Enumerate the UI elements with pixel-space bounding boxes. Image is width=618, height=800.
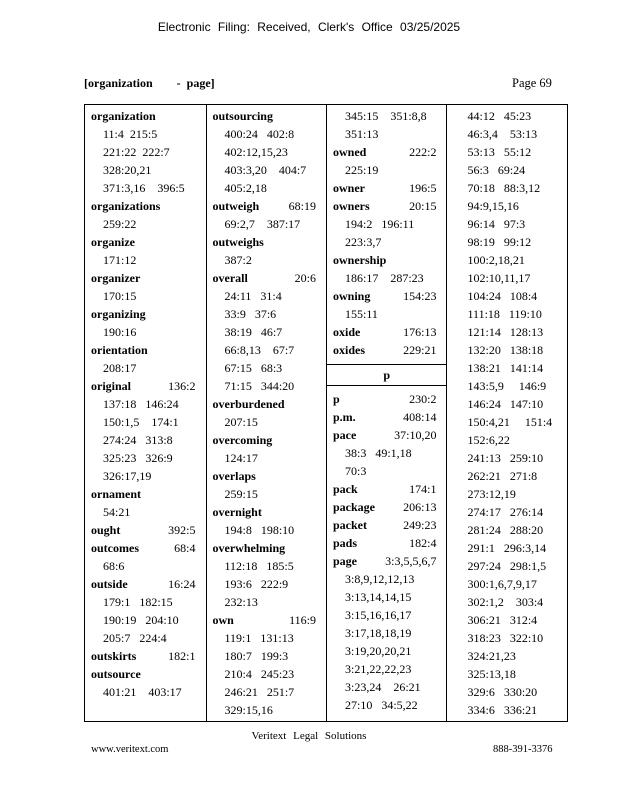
page-line-reference: 241:13 259:10 bbox=[467, 451, 544, 465]
page-line-reference: 119:1 131:13 bbox=[224, 631, 294, 645]
page-line-reference: 94:9,15,16 bbox=[467, 199, 519, 213]
term-word: oxide bbox=[333, 325, 361, 339]
term-word: packet bbox=[333, 518, 367, 532]
page-line-reference: 155:11 bbox=[345, 307, 378, 321]
index-term bbox=[91, 377, 206, 395]
page-line-reference: 179:1 182:15 bbox=[103, 595, 173, 609]
page-line-reference: 3:17,18,18,19 bbox=[345, 626, 412, 640]
page-line-reference: 194:8 198:10 bbox=[224, 523, 295, 537]
page-line-reference: 3:15,16,16,17 bbox=[345, 608, 412, 622]
term-word: organization bbox=[91, 109, 156, 123]
term-word: package bbox=[333, 500, 375, 514]
term-word: pace bbox=[333, 428, 357, 442]
index-term bbox=[333, 197, 446, 215]
page-line-reference: 259:15 bbox=[224, 487, 258, 501]
page-line-reference: 325:23 326:9 bbox=[103, 451, 173, 465]
page-line-reference: 318:23 322:10 bbox=[467, 631, 544, 645]
page-line-reference: 402:12,15,23 bbox=[224, 145, 288, 159]
index-term bbox=[333, 390, 446, 408]
term-word: ought bbox=[91, 523, 121, 537]
term-word: outsourcing bbox=[212, 109, 273, 123]
term-reference: 68:19 bbox=[288, 199, 316, 213]
page-line-reference: 33:9 37:6 bbox=[224, 307, 277, 321]
term-reference: 20:15 bbox=[409, 199, 437, 213]
term-word: oxides bbox=[333, 343, 366, 357]
page-line-reference: 121:14 128:13 bbox=[467, 325, 544, 339]
term-word: owning bbox=[333, 289, 371, 303]
term-word: outskirts bbox=[91, 649, 137, 663]
page-line-reference: 334:6 336:21 bbox=[467, 703, 538, 717]
page-line-reference: 225:19 bbox=[345, 163, 379, 177]
term-reference: 182:1 bbox=[168, 649, 196, 663]
page-line-reference: 210:4 245:23 bbox=[224, 667, 295, 681]
term-reference: 196:5 bbox=[409, 181, 437, 195]
term-word: p.m. bbox=[333, 410, 356, 424]
term-word: owners bbox=[333, 199, 370, 213]
index-term bbox=[91, 575, 206, 593]
index-term bbox=[213, 197, 327, 215]
page-line-reference: 143:5,9 146:9 bbox=[467, 379, 547, 393]
index-term bbox=[91, 197, 206, 215]
page-line-reference: 150:4,21 151:4 bbox=[467, 415, 553, 429]
page-line-reference: 112:18 185:5 bbox=[224, 559, 294, 573]
index-column-3 bbox=[326, 105, 446, 721]
page-line-reference: 193:6 222:9 bbox=[224, 577, 289, 591]
page-line-reference: 273:12,19 bbox=[467, 487, 516, 501]
index-term bbox=[333, 552, 446, 570]
page-line-reference: 190:19 204:10 bbox=[103, 613, 179, 627]
page-line-reference: 262:21 271:8 bbox=[467, 469, 538, 483]
page-line-reference: 401:21 403:17 bbox=[103, 685, 182, 699]
page-line-reference: 44:12 45:23 bbox=[467, 109, 532, 123]
index-term bbox=[213, 503, 327, 521]
page-line-reference: 3:13,14,14,15 bbox=[345, 590, 412, 604]
page-line-reference: 71:15 344:20 bbox=[224, 379, 295, 393]
page-line-reference: 400:24 402:8 bbox=[224, 127, 295, 141]
term-word: overlaps bbox=[212, 469, 256, 483]
term-word: overnight bbox=[212, 505, 262, 519]
page-line-reference: 69:2,7 387:17 bbox=[224, 217, 301, 231]
page-line-reference: 70:18 88:3,12 bbox=[467, 181, 541, 195]
page-line-reference: 11:4 215:5 bbox=[103, 127, 158, 141]
index-column-4 bbox=[446, 105, 567, 721]
page-line-reference: 221:22 222:7 bbox=[103, 145, 170, 159]
term-word: outweighs bbox=[212, 235, 264, 249]
page-line-reference: 68:6 bbox=[103, 559, 125, 573]
page-line-reference: 291:1 296:3,14 bbox=[467, 541, 547, 555]
index-term bbox=[333, 179, 446, 197]
page-line-reference: 46:3,4 53:13 bbox=[467, 127, 538, 141]
term-word: organize bbox=[91, 235, 135, 249]
index-column-1 bbox=[85, 105, 206, 721]
page-line-reference: 56:3 69:24 bbox=[467, 163, 526, 177]
section-letter-header: p bbox=[327, 364, 446, 386]
term-reference: 37:10,20 bbox=[394, 428, 437, 442]
term-reference: 206:13 bbox=[403, 500, 437, 514]
page-line-reference: 180:7 199:3 bbox=[224, 649, 289, 663]
index-term bbox=[91, 269, 206, 287]
term-reference: 176:13 bbox=[403, 325, 437, 339]
term-word: outside bbox=[91, 577, 128, 591]
page-line-reference: 152:6,22 bbox=[467, 433, 510, 447]
page-line-reference: 66:8,13 67:7 bbox=[224, 343, 295, 357]
index-term bbox=[333, 498, 446, 516]
term-word: owned bbox=[333, 145, 367, 159]
term-word: overcoming bbox=[212, 433, 273, 447]
page-line-reference: 371:3,16 396:5 bbox=[103, 181, 185, 195]
page-line-reference: 351:13 bbox=[345, 127, 379, 141]
index-term bbox=[213, 395, 327, 413]
index-term bbox=[213, 539, 327, 557]
term-reference: 182:4 bbox=[409, 536, 437, 550]
index-term bbox=[333, 534, 446, 552]
term-reference: 174:1 bbox=[409, 482, 437, 496]
page-line-reference: 403:3,20 404:7 bbox=[224, 163, 307, 177]
term-word: ownership bbox=[333, 253, 387, 267]
page-line-reference: 24:11 31:4 bbox=[224, 289, 282, 303]
page-line-reference: 170:15 bbox=[103, 289, 137, 303]
term-word: own bbox=[212, 613, 234, 627]
term-reference: 392:5 bbox=[168, 523, 196, 537]
term-word: overall bbox=[212, 271, 248, 285]
page-line-reference: 190:16 bbox=[103, 325, 137, 339]
term-word: pack bbox=[333, 482, 358, 496]
index-term bbox=[213, 269, 327, 287]
page-line-reference: 259:22 bbox=[103, 217, 137, 231]
index-term bbox=[333, 251, 446, 269]
page-line-reference: 274:24 313:8 bbox=[103, 433, 173, 447]
term-word: outsource bbox=[91, 667, 141, 681]
index-term bbox=[213, 611, 327, 629]
index-column-2 bbox=[206, 105, 327, 721]
page-line-reference: 306:21 312:4 bbox=[467, 613, 538, 627]
term-word: overburdened bbox=[212, 397, 285, 411]
page-line-reference: 3:23,24 26:21 bbox=[345, 680, 421, 694]
page-line-reference: 324:21,23 bbox=[467, 649, 516, 663]
page-line-reference: 326:17,19 bbox=[103, 469, 152, 483]
term-reference: 16:24 bbox=[168, 577, 196, 591]
term-reference: 154:23 bbox=[403, 289, 437, 303]
index-term bbox=[333, 516, 446, 534]
page-line-reference: 405:2,18 bbox=[224, 181, 267, 195]
index-term bbox=[91, 539, 206, 557]
term-reference: 68:4 bbox=[174, 541, 196, 555]
page-line-reference: 205:7 224:4 bbox=[103, 631, 167, 645]
term-word: organizer bbox=[91, 271, 141, 285]
term-word: pads bbox=[333, 536, 358, 550]
index-term bbox=[91, 665, 206, 683]
page-line-reference: 207:15 bbox=[224, 415, 258, 429]
page-line-reference: 98:19 99:12 bbox=[467, 235, 532, 249]
term-word: owner bbox=[333, 181, 365, 195]
index-term bbox=[91, 107, 206, 125]
page-line-reference: 246:21 251:7 bbox=[224, 685, 295, 699]
index-term bbox=[333, 323, 446, 341]
term-word: organizations bbox=[91, 199, 161, 213]
page-line-reference: 171:12 bbox=[103, 253, 137, 267]
term-reference: 20:6 bbox=[294, 271, 316, 285]
index-term bbox=[333, 408, 446, 426]
index-term bbox=[91, 521, 206, 539]
page-line-reference: 67:15 68:3 bbox=[224, 361, 283, 375]
term-word: page bbox=[333, 554, 357, 568]
index-term bbox=[333, 143, 446, 161]
index-term bbox=[91, 485, 206, 503]
page-line-reference: 302:1,2 303:4 bbox=[467, 595, 544, 609]
term-reference: 249:23 bbox=[403, 518, 437, 532]
page-line-reference: 297:24 298:1,5 bbox=[467, 559, 547, 573]
term-reference: 408:14 bbox=[403, 410, 437, 424]
page-line-reference: 27:10 34:5,22 bbox=[345, 698, 418, 712]
footer-phone: 888-391-3376 bbox=[493, 744, 553, 755]
page-line-reference: 138:21 141:14 bbox=[467, 361, 544, 375]
page-line-reference: 345:15 351:8,8 bbox=[345, 109, 427, 123]
page-line-reference: 208:17 bbox=[103, 361, 137, 375]
page-line-reference: 3:19,20,20,21 bbox=[345, 644, 412, 658]
word-index-table bbox=[84, 104, 568, 722]
index-term bbox=[213, 431, 327, 449]
index-term bbox=[91, 233, 206, 251]
page-line-reference: 328:20,21 bbox=[103, 163, 152, 177]
page-line-reference: 54:21 bbox=[103, 505, 131, 519]
page-line-reference: 223:3,7 bbox=[345, 235, 382, 249]
index-term bbox=[213, 233, 327, 251]
index-term bbox=[91, 305, 206, 323]
term-reference: 136:2 bbox=[168, 379, 196, 393]
term-word: orientation bbox=[91, 343, 148, 357]
index-term bbox=[333, 426, 446, 444]
page-line-reference: 132:20 138:18 bbox=[467, 343, 544, 357]
page-line-reference: 150:1,5 174:1 bbox=[103, 415, 179, 429]
term-reference: 116:9 bbox=[289, 613, 316, 627]
page-line-reference: 53:13 55:12 bbox=[467, 145, 532, 159]
page-line-reference: 274:17 276:14 bbox=[467, 505, 544, 519]
index-term bbox=[333, 287, 446, 305]
page-line-reference: 146:24 147:10 bbox=[467, 397, 544, 411]
term-word: overwhelming bbox=[212, 541, 286, 555]
term-word: original bbox=[91, 379, 132, 393]
index-term bbox=[91, 647, 206, 665]
index-term bbox=[333, 341, 446, 359]
page-line-reference: 329:15,16 bbox=[224, 703, 273, 717]
page-line-reference: 325:13,18 bbox=[467, 667, 516, 681]
page-line-reference: 38:3 49:1,18 bbox=[345, 446, 412, 460]
term-word: organizing bbox=[91, 307, 146, 321]
footer-website: www.veritext.com bbox=[91, 744, 169, 755]
term-word: p bbox=[333, 392, 340, 406]
term-reference: 230:2 bbox=[409, 392, 437, 406]
page-number: Page 69 bbox=[512, 76, 552, 90]
page-line-reference: 329:6 330:20 bbox=[467, 685, 538, 699]
footer-company: Veritext Legal Solutions bbox=[251, 730, 367, 742]
index-term bbox=[333, 480, 446, 498]
page-line-reference: 70:3 bbox=[345, 464, 367, 478]
page-line-reference: 124:17 bbox=[224, 451, 258, 465]
term-word: outweigh bbox=[212, 199, 260, 213]
filing-stamp: Electronic Filing: Received, Clerk's Office 03/25/2025 bbox=[157, 20, 461, 34]
page-line-reference: 300:1,6,7,9,17 bbox=[467, 577, 537, 591]
page-line-reference: 194:2 196:11 bbox=[345, 217, 415, 231]
page-line-reference: 102:10,11,17 bbox=[467, 271, 531, 285]
term-reference: 3:3,5,5,6,7 bbox=[385, 554, 437, 568]
page-line-reference: 100:2,18,21 bbox=[467, 253, 525, 267]
term-word: outcomes bbox=[91, 541, 139, 555]
index-term bbox=[213, 107, 327, 125]
index-term bbox=[91, 341, 206, 359]
page-line-reference: 232:13 bbox=[224, 595, 258, 609]
page-line-reference: 38:19 46:7 bbox=[224, 325, 283, 339]
page-line-reference: 281:24 288:20 bbox=[467, 523, 544, 537]
page-line-reference: 387:2 bbox=[224, 253, 252, 267]
page-line-reference: 96:14 97:3 bbox=[467, 217, 526, 231]
page-line-reference: 3:8,9,12,12,13 bbox=[345, 572, 415, 586]
page-line-reference: 104:24 108:4 bbox=[467, 289, 538, 303]
term-word: ornament bbox=[91, 487, 141, 501]
index-range-header: [organization - page] bbox=[84, 76, 215, 90]
term-reference: 222:2 bbox=[409, 145, 437, 159]
term-reference: 229:21 bbox=[403, 343, 437, 357]
page-line-reference: 186:17 287:23 bbox=[345, 271, 424, 285]
page-line-reference: 111:18 119:10 bbox=[467, 307, 542, 321]
page-line-reference: 137:18 146:24 bbox=[103, 397, 179, 411]
index-term bbox=[213, 467, 327, 485]
page-line-reference: 3:21,22,22,23 bbox=[345, 662, 412, 676]
